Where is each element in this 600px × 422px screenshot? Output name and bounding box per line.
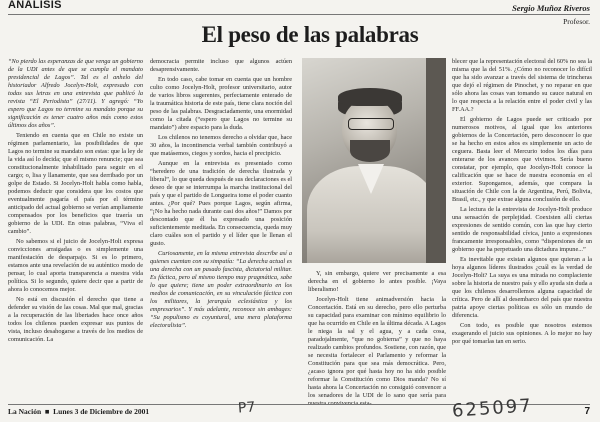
paragraph: No está en discusión el derecho que tiene a defender su visión de las cosas. Mal que mal, gracias a la recuperación de las libertades hace once años todos los chilenos pueden expresar sus puntos de vista, incluso desahogarse a través de los medios de comunicación. La — [8, 296, 143, 343]
paragraph: Teniendo en cuenta que en Chile no existe un régimen parlamentario, las posibilidades de que Lagos no termine su mandato son estas: que la ley de la vida así lo decida; que el mismo renuncie; que sea constitucionalmente inhabilitado para seguir en el cargo; o, lisa y llanamente, que sea derribado por un golpe de Estado. Si Jocelyn-Holt habla como habla, podemos deducir que considera que los costos que eventualmente pagaría el país por el término anticipado del actual gobierno se verían ampliamente compensados por los beneficios que traería un gobierno de la UDI. En otras palabras, “Viva el cambio”. — [8, 132, 143, 235]
handwritten-archive-number: 625097 — [451, 395, 534, 422]
photo-beard — [350, 140, 390, 162]
paragraph: Los chilenos no tenemos derecho a olvidar que, hace 30 años, la incontinencia verbal también contribuyó a que matásemos, ciegos y sordos, hacia el precipicio. — [150, 134, 292, 157]
header-bar — [8, 0, 590, 15]
paragraph: Es inevitable que existan algunos que quieran a la hoya algunos líderes ilustrados ¿cuál es la verdad de Jocelyn-Holt? La suya es una mirada no complaciente sobre la historia de nuestro país y ello ayuda sin duda a que los chilenos desarrollemos alguna capacidad de crítica. Pero de allí al desembarco del país que nuestra patria apoye ciertas políticas es sólo un mundo de diferencia. — [452, 256, 592, 319]
photo-hair-top — [338, 88, 402, 106]
author-role: Profesor. — [563, 17, 590, 26]
publication-name: La Nación — [8, 407, 42, 416]
page-number: 7 — [584, 406, 590, 417]
paragraph: “No pierdo las esperanzas de que venga un gobierno de la UDI antes de que se cumpla el mandato presidencial de Lagos”. Tal es el anhelo del historiador Alfredo Jocelyn-Holt, expresado con todas sus letras en una entrevista que publicó la revista “El Periodista” (27/11). Y agregó: “Yo espero que Lagos no termine su mandato porque su significación es tener cuatro años más como estos últimos dos años”. — [8, 58, 143, 129]
paragraph: Jocelyn-Holt tiene animadversión hacia la Concertación. Está en su derecho, pero ello perturba su capacidad para examinar con mínimo equilibrio lo que ha ocurrido en Chile en la última década. A Lagos le niega la sal y el agua, y a cada cosa, paradojalmente, “que no gobierna” y que no haya realizado cambios profundos. Sostiene, con razón, que se necesita fortalecer el Parlamento y reformar la Constitución para que sea más democrática. Pero, ¿acaso ignora por qué hasta hoy no ha sido posible reformar la Constitución como Dios manda? No sí hasta ahora la Concertación no consiguió convencer a los senadores de la UDI de lo sano que sería para nuestra convivencia esta- — [308, 296, 446, 407]
publication-date: Lunes 3 de Diciembre de 2001 — [53, 407, 150, 416]
paragraph: La lectura de la entrevista de Jocelyn-Holt produce una sensación de perplejidad. Coexisten allí ciertas expresiones de sentido común, con las que hay cierto sentido de responsabilidad cívica, junto a expresiones francamente irresponsables, como “dispersiones de un gobierno que ha perpetuado una dictadura impune...” — [452, 206, 592, 253]
article-column-2 — [150, 58, 292, 410]
section-label: ANALISIS — [8, 0, 62, 11]
article-column-3 — [308, 270, 446, 410]
paragraph: No sabemos si el juicio de Jocelyn-Holt expresa convicciones arraigadas o es simplemente una manifestación de desparpajo. Si es lo primero, estamos ante una revelación de su auténtico modo de pensar, lo cual aporta transparencia a nuestra vida política. Si lo segundo, quiere decir que a partir de ahora lo conocemos mejor. — [8, 238, 143, 293]
paragraph: Aunque en la entrevista es presentado como “heredero de una tradición de derecha ilustrada y liberal”, lo que queda después de sus declaraciones es el deseo de que se interrumpa la marcha institucional del país y que el partido de Longueira tome el poder cuanto antes. ¿Por qué? Pues porque Lagos, según afirma, “¡No ha hecho nada durante casi dos años!” Damos por descontado que él ha expresado una posición suficientemente meditada. En consecuencia, queda muy claro cuáles son el partido y el líder que le llenan el gusto. — [150, 160, 292, 247]
paragraph: Y, sin embargo, quiere ver precisamente a esa derecha en el gobierno lo antes posible. ¡Vaya liberalismo! — [308, 270, 446, 293]
photo-glasses — [348, 118, 394, 130]
footer-publication — [8, 407, 149, 416]
author-photo — [302, 58, 446, 263]
paragraph: democracia permite incluso que algunos actúen desaprensivamente. — [150, 58, 292, 73]
article-headline: El peso de las palabras — [201, 22, 419, 47]
paragraph: En todo caso, cabe tomar en cuenta que un hombre culto como Jocelyn-Holt, profesor universitario, autor de varios libros sugerentes, perfectamente enterado de la traumática historia de este país, tiene clara noción del peso de las palabras. Desgraciadamente, una enormidad como la citada (“espero que Lagos no termine su mandato”) abre espacio para la duda. — [150, 76, 292, 131]
author-name: Sergio Muñoz Riveros — [512, 3, 590, 13]
paragraph: Con todo, es posible que nosotros estemos exagerando el juicio sus opiniones. A lo mejor no hay por qué tomarlas tan en serio. — [452, 322, 592, 345]
paragraph: El gobierno de Lagos puede ser criticado por numerosos motivos, al igual que los anteriores gobiernos de la Concertación, pero desconocer lo que se ha hecho en estos años es simplemente un acto de ceguera. Basta leer el Mercurio todos los días para enterarse de los avances que vivimos. Sería bueno constatar, por ejemplo, que Jocelyn-Holt conoce la calificación que se hace de nuestra economía en el exterior. Supongamos, además, que compara la situación de Chile con la de Argentina, Perú, Bolivia, Brasil, etc., y que extrae alguna conclusión de ello. — [452, 116, 592, 203]
article-column-1 — [8, 58, 143, 410]
paragraph: Curiosamente, en la misma entrevista describe así a quienes cuentan con su simpatía: “La derecha actual es una derecha con un pasado fascista, dictatorial militar. Es fáctica, pero al mismo tiempo muy pragmática, sabe lo que quiere; tiene un poder extraordinario en los medios de comunicación, en su vinculación fáctica con los militares, la jerarquía eclesiástica y los empresarios”. Y más adelante, reconoce sin ambages: “Su populismo es coyuntural, una mera plataforma electoralista”. — [150, 250, 292, 329]
article-column-4 — [452, 58, 592, 410]
separator-icon: ■ — [43, 407, 52, 416]
paragraph: blecer que la representación electoral del 60% no sea la misma que la del 51%. ¿Cómo no reconocer lo difícil que ha sido avanzar a través del sistema de trincheras que dejó el régimen de Pinochet, y no reparar en que sólo ahora las cosas van tomando su cauce natural en lo que respecta a la relación entre el poder civil y las FF.AA.? — [452, 58, 592, 113]
handwritten-mark: P7 — [237, 399, 256, 417]
photo-dark-edge — [426, 58, 446, 263]
